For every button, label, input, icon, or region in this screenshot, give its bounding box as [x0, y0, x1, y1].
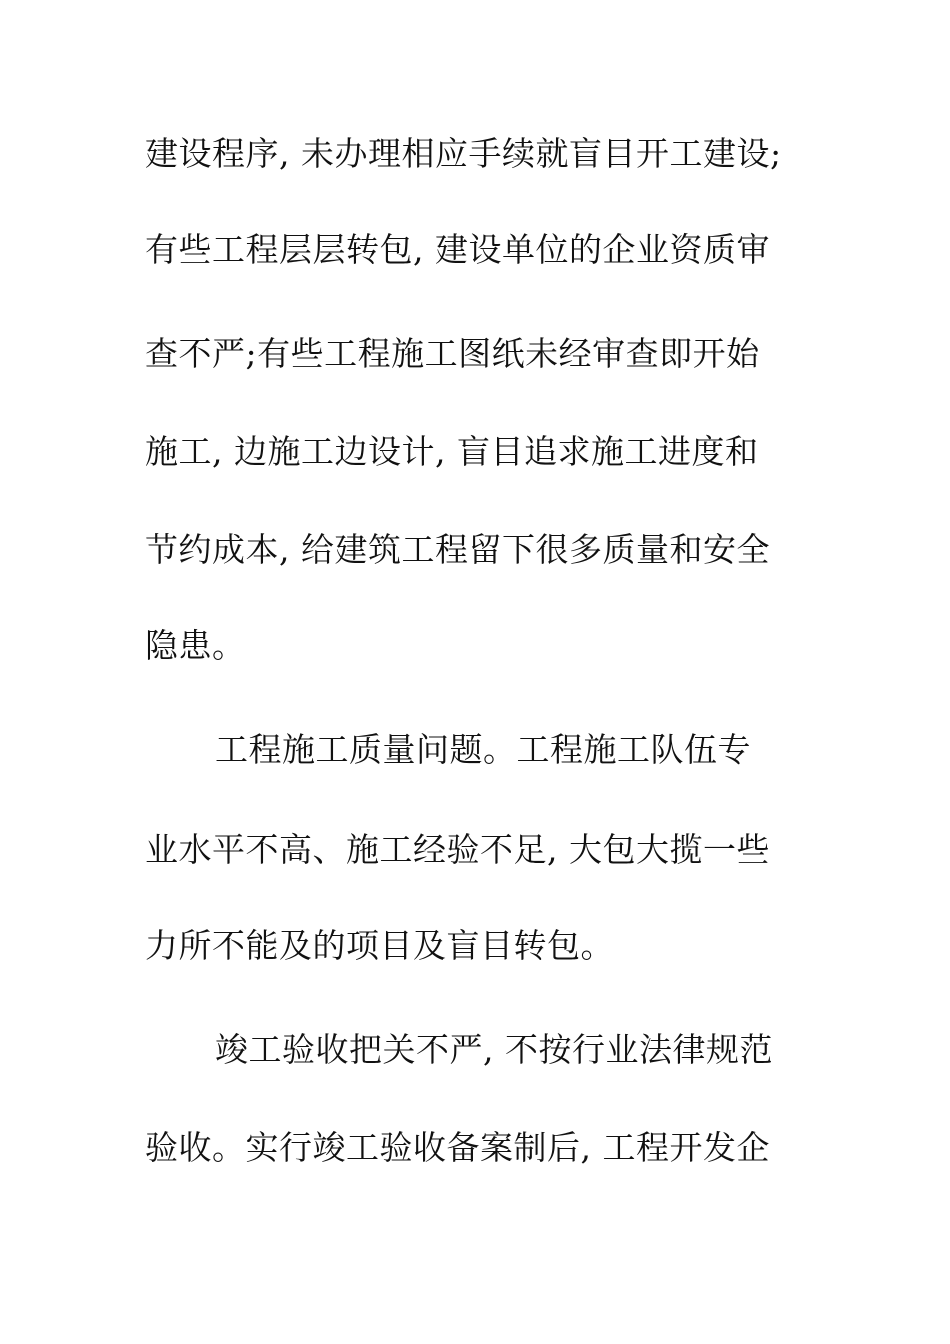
text-line: 有些工程层层转包, 建设单位的企业资质审	[145, 230, 770, 269]
text-line: 隐患。	[145, 626, 246, 665]
text-line: 力所不能及的项目及盲目转包。	[145, 926, 614, 965]
text-line: 建设程序, 未办理相应手续就盲目开工建设;	[145, 134, 782, 173]
text-line: 验收。实行竣工验收备案制后, 工程开发企	[145, 1128, 770, 1167]
text-line: 节约成本, 给建筑工程留下很多质量和安全	[145, 530, 770, 569]
paragraph-first-line: 竣工验收把关不严, 不按行业法律规范	[215, 1030, 773, 1069]
text-line: 业水平不高、施工经验不足, 大包大揽一些	[145, 830, 770, 869]
text-line: 施工, 边施工边设计, 盲目追求施工进度和	[145, 432, 759, 471]
text-line: 查不严;有些工程施工图纸未经审查即开始	[145, 334, 760, 373]
paragraph-first-line: 工程施工质量问题。工程施工队伍专	[215, 730, 751, 769]
